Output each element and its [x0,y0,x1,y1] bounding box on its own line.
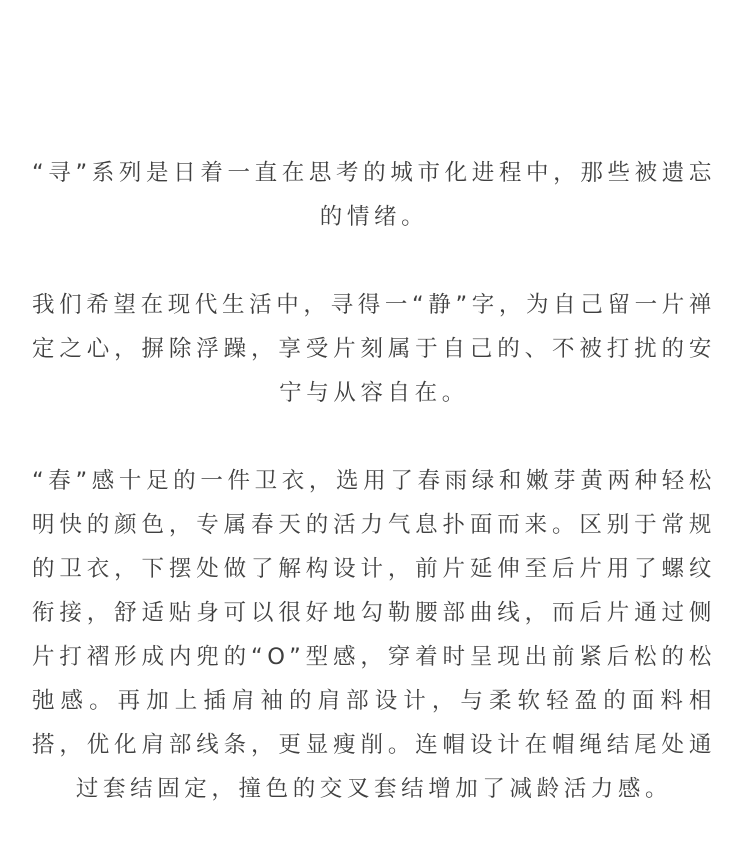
article-body [32,151,716,811]
paragraph-philosophy: 我们希望在现代生活中，寻得一“静”字，为自己留一片禅定之心，摒除浮躁，享受片刻属于自己的、不被打扰的安宁与从容自在。 [32,292,716,406]
paragraph-intro: “寻”系列是日着一直在思考的城市化进程中，那些被遗忘的情绪。 [32,160,716,230]
paragraph-product-description: “春”感十足的一件卫衣，选用了春雨绿和嫩芽黄两种轻松明快的颜色，专属春天的活力气息扑面而来。区别于常规的卫衣，下摆处做了解构设计，前片延伸至后片用了螺纹衔接，舒适贴身可以很好地勾勒腰部曲线，而后片通过侧片打褶形成内兜的“O”型感，穿着时呈现出前紧后松的松弛感。再加上插肩袖的肩部设计，与柔软轻盈的面料相搭，优化肩部线条，更显瘦削。连帽设计在帽绳结尾处通过套结固定，撞色的交叉套结增加了减龄活力感。 [32,468,716,802]
